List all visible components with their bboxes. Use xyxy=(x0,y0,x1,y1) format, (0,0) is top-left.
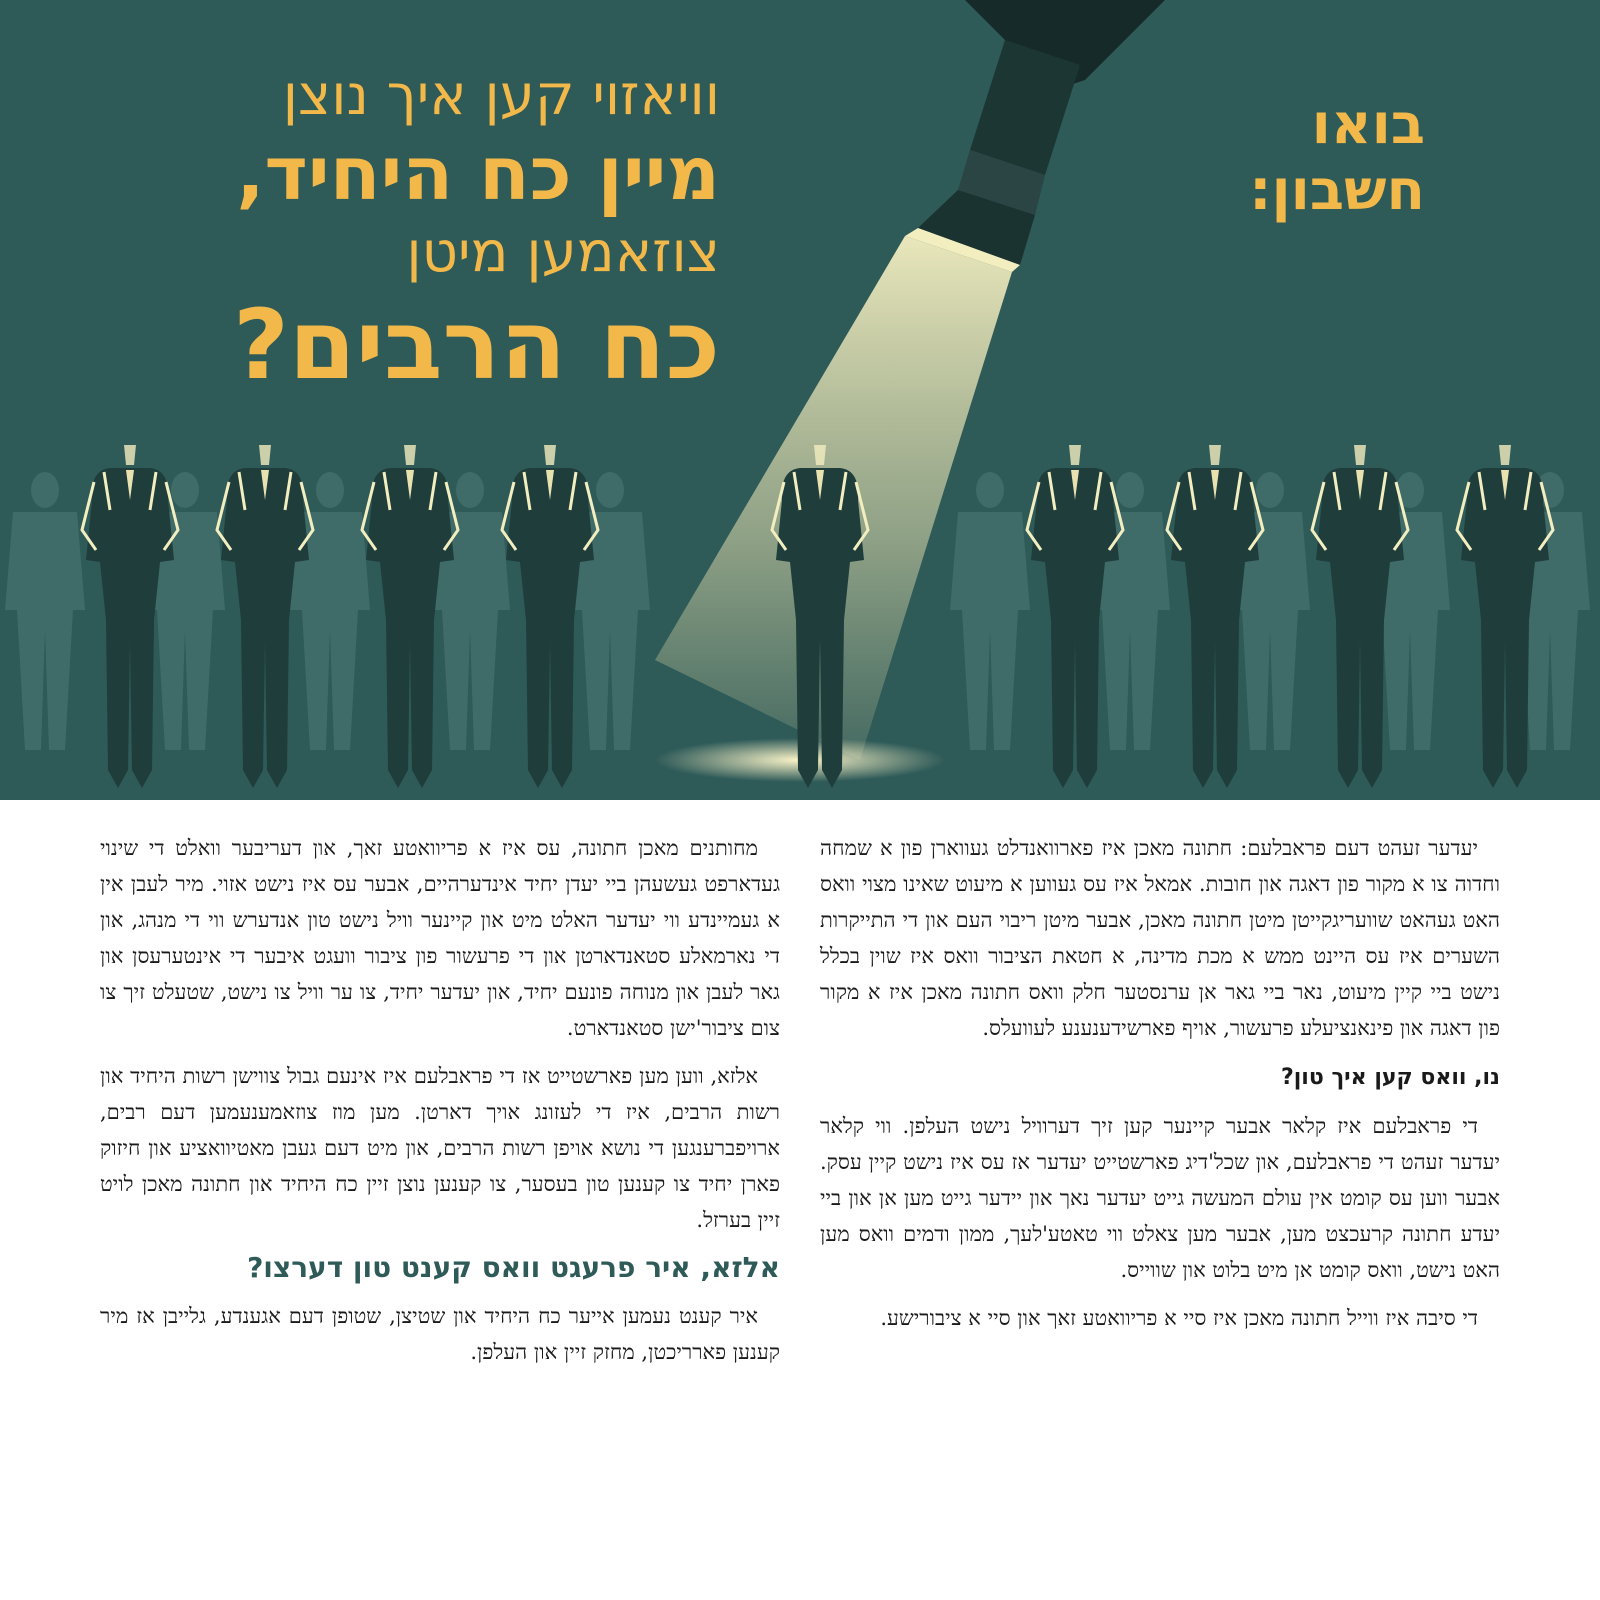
paragraph: יעדער זעהט דעם פראבלעם: חתונה מאכן איז פארוואנדלט געווארן פון א שמחה וחדוה צו א מקור פון דאגה און חובות. אמאל איז עס געווען א מיעוט שאינו מצוי וואס האט געהאט שוועריגקייטן מיטן חתונה מאכן, אבער מיטן ריבוי העם און די התייקרות השערים איז עס היינט ממש א מכת מדינה, א חטאת הציבור וואס איז שוין בכלל נישט ביי קיין מיעוט, נאר ביי גאר אן ערנסטער חלק וואס חתונה מאכן איז א מקור פון דאגה און פינאנציעלע פרעשור, אויף פארשידענענע לעוועלס. xyxy=(820,836,1500,1040)
article-column-left xyxy=(100,830,780,1382)
subheading: נו, וואס קען איך טון? xyxy=(1280,1065,1500,1090)
background-figure xyxy=(5,472,85,750)
subheading: אלזא, איר פרעגט וואס קענט טון דערצו? xyxy=(247,1251,780,1284)
article-body xyxy=(0,800,1600,1600)
paragraph: איר קענט נעמען אייער כח היחיד און שטיצן, שטופן דעם אגענדע, גלייבן אז מיר קענען פארריכטן, מחזק זיין און העלפן. xyxy=(100,1304,780,1364)
title-line-1: וויאזוי קען איך נוצן xyxy=(282,63,720,128)
title-line-4: כח הרבים? xyxy=(233,289,720,401)
section-kicker xyxy=(1165,92,1425,224)
crowd-figure xyxy=(217,445,313,788)
hero-title xyxy=(100,60,720,400)
article-column-right xyxy=(820,830,1500,1348)
kicker-line-1: בואו xyxy=(1311,92,1425,157)
paragraph: מחותנים מאכן חתונה, עס איז א פריוואטע זאך, און דעריבער וואלט די שינוי געדארפט געשעהן ביי יעדן יחיד אינדערהיים, אבער עס איז נישט אזוי. מיר לעבן אין א געמיינדע ווי יעדער האלט מיט און קיינער וויל נישט טון אנדערש ווי די מנהג, און די נארמאלע סטאנדארטן און די פרעשור פון ציבור וועגט איבער די אינטערעסן און גאר לעבן און מנוחה פונעם יחיד, און יעדער יחיד, צו ער וויל צו נישט, שטעלט זיך צו צום ציבור'ישן סטאנדארט. xyxy=(100,836,780,1040)
paragraph: די פראבלעם איז קלאר אבער קיינער קען זיך דערוויל נישט העלפן. ווי קלאר יעדער זעהט די פראבלעם, און שכל'דיג פארשטייט יעדער אז עס איז נישט קיין עסק. אבער ווען עס קומט אין עולם המעשה גייט יעדער נאך און יידער גייט מען אן און ביי יעדע חתונה קרעכצט מען, אבער מען צאלט ווי טאטע'לעך, ממון ודמים וואס מען האט נישט, וואס קומט אן מיט בלוט און שווייס. xyxy=(820,1114,1500,1282)
paragraph: אלזא, ווען מען פארשטייט אז די פראבלעם איז אינעם גבול צווישן רשות היחיד און רשות הרבים, איז די לעזונג אויך דארטן. מען מוז צוזאמענעמען דעם רבים, ארויפברענגען די נושא אויפן רשות הרבים, און מיט דעם געבן מאטיוואציע און חיזוק פארן יחיד צו קענען טון בעסער, צו קענען נוצן זיין כח היחיד און חתונה מאכן לויט זיין בערזל. xyxy=(100,1064,780,1232)
background-figure xyxy=(950,472,1030,750)
paragraph: די סיבה איז ווייל חתונה מאכן איז סיי א פריוואטע זאך און סיי א ציבורישע. xyxy=(880,1306,1478,1330)
title-line-3: צוזאמען מיטן xyxy=(406,220,720,285)
kicker-line-2: חשבון: xyxy=(1249,158,1425,223)
title-line-2: מיין כח היחיד, xyxy=(236,131,720,217)
